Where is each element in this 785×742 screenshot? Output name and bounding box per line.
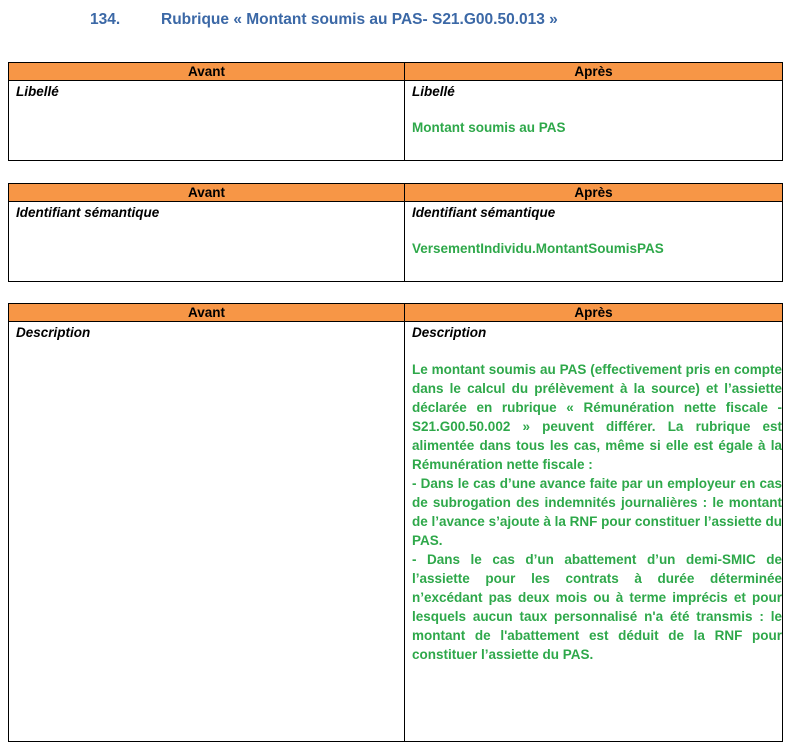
libelle-table <box>8 62 783 161</box>
after-header: Après <box>405 184 783 202</box>
after-description <box>412 360 782 664</box>
after-label: Description <box>412 325 487 340</box>
section-title: Rubrique « Montant soumis au PAS- S21.G00.50.013 » <box>161 11 558 28</box>
description-paragraph: Le montant soumis au PAS (effectivement pris en compte dans le calcul du prélèvement à la source) et l’assiette déclarée en rubrique « Rémunération nette fiscale - S21.G00.50.002 » peuvent différer. La rubrique est alimentée dans tous les cas, même si elle est égale à la Rémunération nette fiscale : <box>412 362 782 472</box>
before-label: Description <box>16 325 91 340</box>
description-table <box>8 303 783 742</box>
before-cell <box>9 322 405 742</box>
after-header: Après <box>405 304 783 322</box>
after-value: Montant soumis au PAS <box>412 120 566 135</box>
after-label: Libellé <box>412 84 455 99</box>
before-label: Identifiant sémantique <box>16 205 160 220</box>
after-cell <box>405 322 783 742</box>
before-label: Libellé <box>16 84 59 99</box>
before-header: Avant <box>9 304 405 322</box>
before-header: Avant <box>9 184 405 202</box>
after-cell <box>405 202 783 282</box>
section-number: 134. <box>90 11 121 28</box>
after-cell <box>405 81 783 161</box>
before-header: Avant <box>9 63 405 81</box>
after-header: Après <box>405 63 783 81</box>
section-heading <box>0 11 785 33</box>
description-paragraph: - Dans le cas d’une avance faite par un employeur en cas de subrogation des indemnités journalières : le montant de l’avance s’ajoute à la RNF pour constituer l’assiette du PAS. <box>412 476 782 548</box>
before-cell <box>9 202 405 282</box>
description-paragraph: - Dans le cas d’un abattement d’un demi-SMIC de l’assiette pour les contrats à durée déterminée n’excédant pas deux mois ou à terme imprécis et pour lesquels aucun taux personnalisé n'a été transmis : le montant de l'abattement est déduit de la RNF pour constituer l’assiette du PAS. <box>412 552 782 662</box>
before-cell <box>9 81 405 161</box>
identifiant-table <box>8 183 783 282</box>
after-value: VersementIndividu.MontantSoumisPAS <box>412 241 664 256</box>
after-label: Identifiant sémantique <box>412 205 556 220</box>
